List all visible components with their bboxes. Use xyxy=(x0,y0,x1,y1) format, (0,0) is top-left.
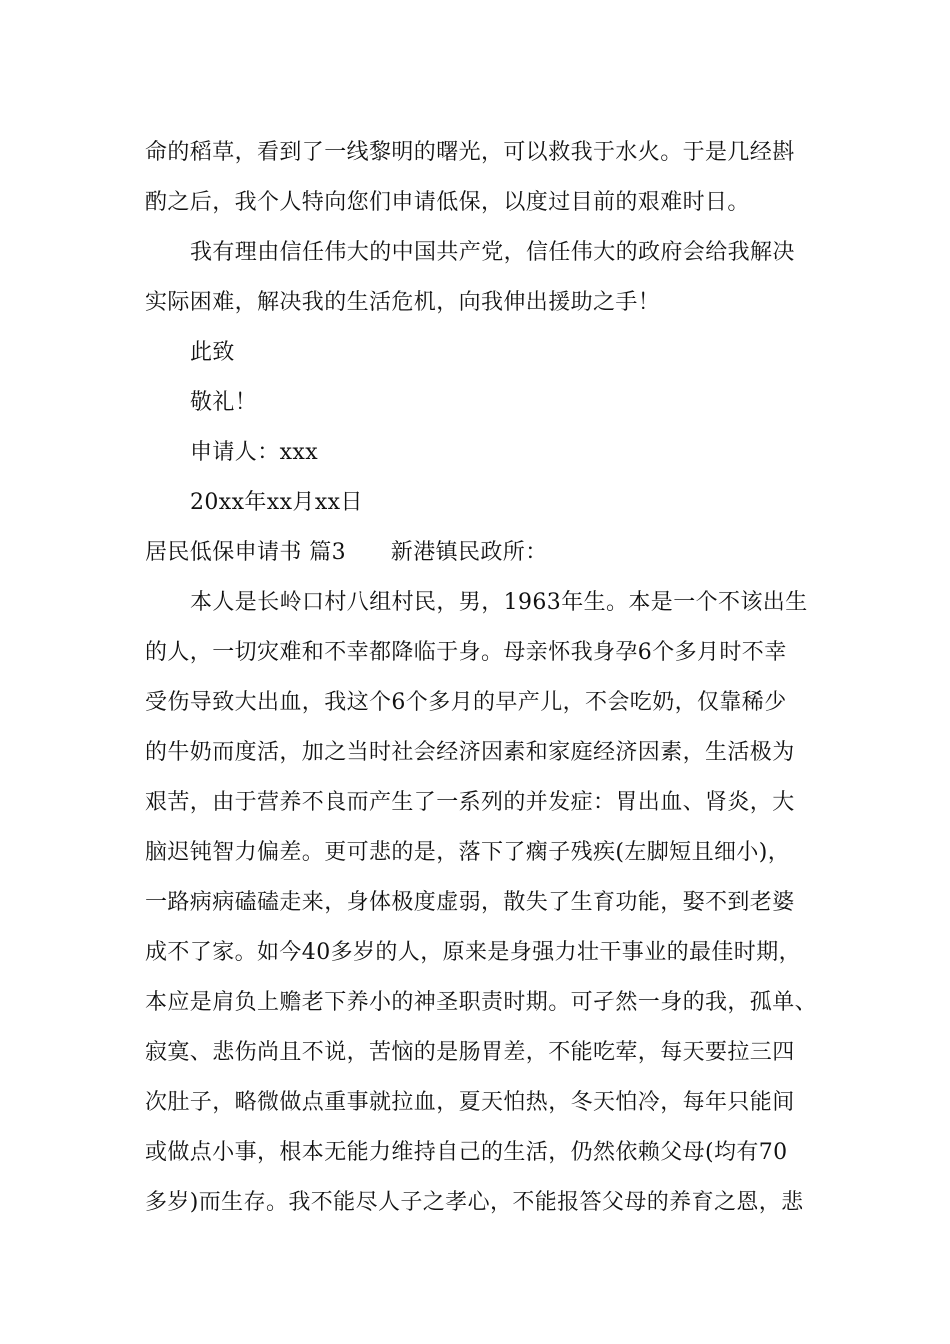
paragraph-line: 我有理由信任伟大的中国共产党，信任伟大的政府会给我解决 xyxy=(190,240,795,265)
paragraph-line: 脑迟钝智力偏差。更可悲的是，落下了瘸子残疾(左脚短且细小)， xyxy=(145,840,791,865)
paragraph-line: 酌之后，我个人特向您们申请低保，以度过目前的艰难时日。 xyxy=(145,190,750,215)
section-heading: 居民低保申请书 篇3 新港镇民政所： xyxy=(145,540,548,565)
paragraph-line: 次肚子，略微做点重事就拉血，夏天怕热，冬天怕冷，每年只能间 xyxy=(145,1090,795,1115)
paragraph-line: 实际困难，解决我的生活危机，向我伸出援助之手！ xyxy=(145,290,661,315)
closing-regards: 敬礼！ xyxy=(190,390,258,415)
paragraph-line: 受伤导致大出血，我这个6个多月的早产儿，不会吃奶，仅靠稀少 xyxy=(145,690,787,715)
paragraph-line: 一路病病磕磕走来，身体极度虚弱，散失了生育功能，娶不到老婆 xyxy=(145,890,795,915)
paragraph-line: 的牛奶而度活，加之当时社会经济因素和家庭经济因素，生活极为 xyxy=(145,740,795,765)
paragraph-line: 艰苦，由于营养不良而产生了一系列的并发症：胃出血、肾炎，大 xyxy=(145,790,795,815)
paragraph-line: 寂寞、悲伤尚且不说，苦恼的是肠胃差，不能吃荤，每天要拉三四 xyxy=(145,1040,795,1065)
paragraph-line: 或做点小事，根本无能力维持自己的生活，仍然依赖父母(均有70 xyxy=(145,1140,788,1165)
paragraph-line: 本人是长岭口村八组村民，男，1963年生。本是一个不该出生 xyxy=(190,590,808,615)
paragraph-line: 成不了家。如今40多岁的人，原来是身强力壮干事业的最佳时期， xyxy=(145,940,801,965)
paragraph-line: 命的稻草，看到了一线黎明的曙光，可以救我于水火。于是几经斟 xyxy=(145,140,795,165)
closing-salutation: 此致 xyxy=(190,340,235,365)
date-line: 20xx年xx月xx日 xyxy=(190,490,363,515)
paragraph-line: 本应是肩负上赡老下养小的神圣职责时期。可孑然一身的我，孤单、 xyxy=(145,990,818,1015)
paragraph-line: 的人，一切灾难和不幸都降临于身。母亲怀我身孕6个多月时不幸 xyxy=(145,640,787,665)
applicant-signature: 申请人：xxx xyxy=(190,440,319,465)
paragraph-line: 多岁)而生存。我不能尽人子之孝心，不能报答父母的养育之恩，悲 xyxy=(145,1190,804,1215)
